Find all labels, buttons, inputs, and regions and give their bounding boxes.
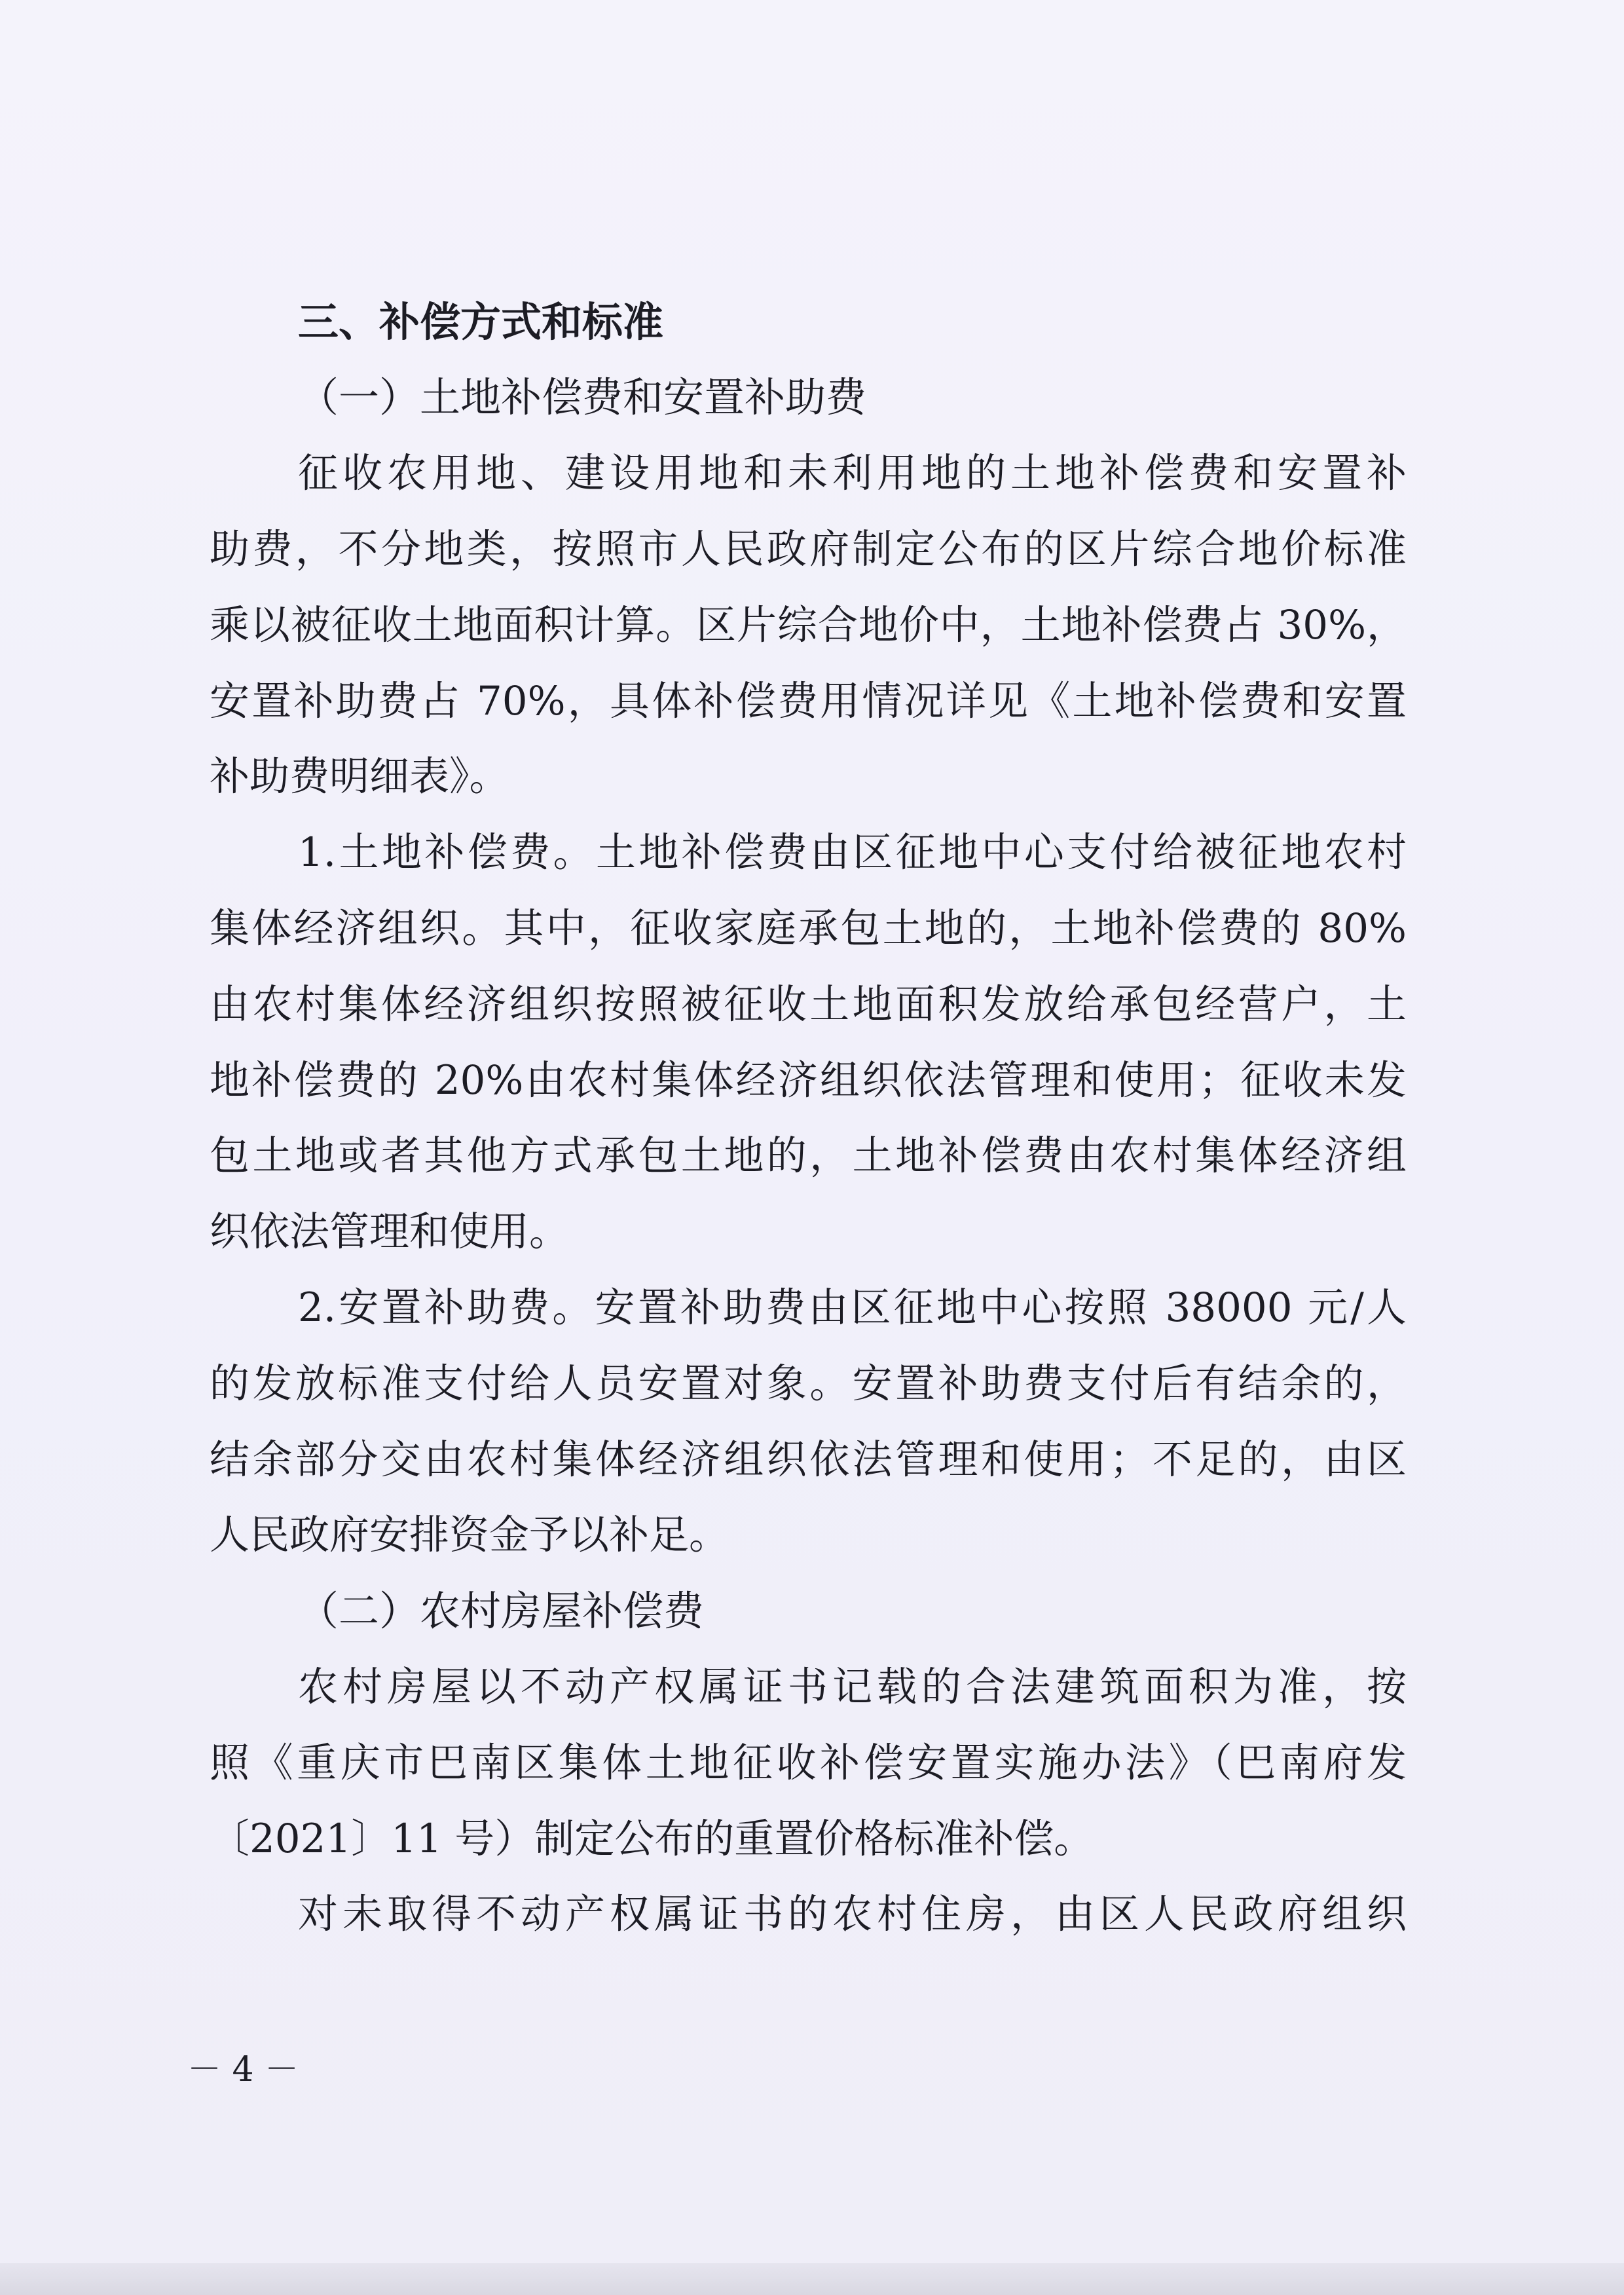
- paragraph-line: 由农村集体经济组织按照被征收土地面积发放给承包经营户，土: [210, 981, 1407, 1028]
- paragraph-line: 包土地或者其他方式承包土地的，土地补偿费由农村集体经济组: [210, 1132, 1407, 1179]
- paragraph-line: 助费，不分地类，按照市人民政府制定公布的区片综合地价标准: [210, 526, 1407, 572]
- paragraph-line: 征收农用地、建设用地和未利用地的土地补偿费和安置补: [298, 450, 1407, 496]
- paragraph-line: 对未取得不动产权属证书的农村住房，由区人民政府组织: [298, 1891, 1407, 1937]
- page-number: － 4 －: [187, 2050, 299, 2089]
- paragraph-line: 地补偿费的 20%由农村集体经济组织依法管理和使用；征收未发: [210, 1057, 1407, 1104]
- paragraph-line: 乘以被征收土地面积计算。区片综合地价中，土地补偿费占 30%，: [210, 602, 1407, 648]
- paragraph-line: 的发放标准支付给人员安置对象。安置补助费支付后有结余的，: [210, 1360, 1407, 1407]
- paragraph-line: 补助费明细表》。: [210, 753, 509, 800]
- paragraph-line: 人民政府安排资金予以补足。: [210, 1512, 729, 1558]
- paragraph-line: 1.土地补偿费。土地补偿费由区征地中心支付给被征地农村: [298, 829, 1407, 876]
- paragraph-line: 2.安置补助费。安置补助费由区征地中心按照 38000 元/人: [298, 1284, 1407, 1331]
- paragraph-line: 安置补助费占 70%，具体补偿费用情况详见《土地补偿费和安置: [210, 678, 1407, 724]
- paragraph-line: 结余部分交由农村集体经济组织依法管理和使用；不足的，由区: [210, 1436, 1407, 1483]
- paragraph-line: 农村房屋以不动产权属证书记载的合法建筑面积为准，按: [298, 1664, 1407, 1710]
- paragraph-line: 集体经济组织。其中，征收家庭承包土地的，土地补偿费的 80%: [210, 905, 1407, 952]
- paragraph-line: 照《重庆市巴南区集体土地征收补偿安置实施办法》（巴南府发: [210, 1740, 1407, 1786]
- paragraph-line: 织依法管理和使用。: [210, 1208, 570, 1255]
- section-heading: 三、补偿方式和标准: [298, 298, 664, 346]
- paragraph-line: 〔2021〕11 号）制定公布的重置价格标准补偿。: [210, 1816, 1094, 1862]
- part1-heading: （一）土地补偿费和安置补助费: [298, 373, 867, 421]
- part2-heading: （二）农村房屋补偿费: [298, 1587, 705, 1635]
- scan-bottom-edge: [0, 2263, 1624, 2295]
